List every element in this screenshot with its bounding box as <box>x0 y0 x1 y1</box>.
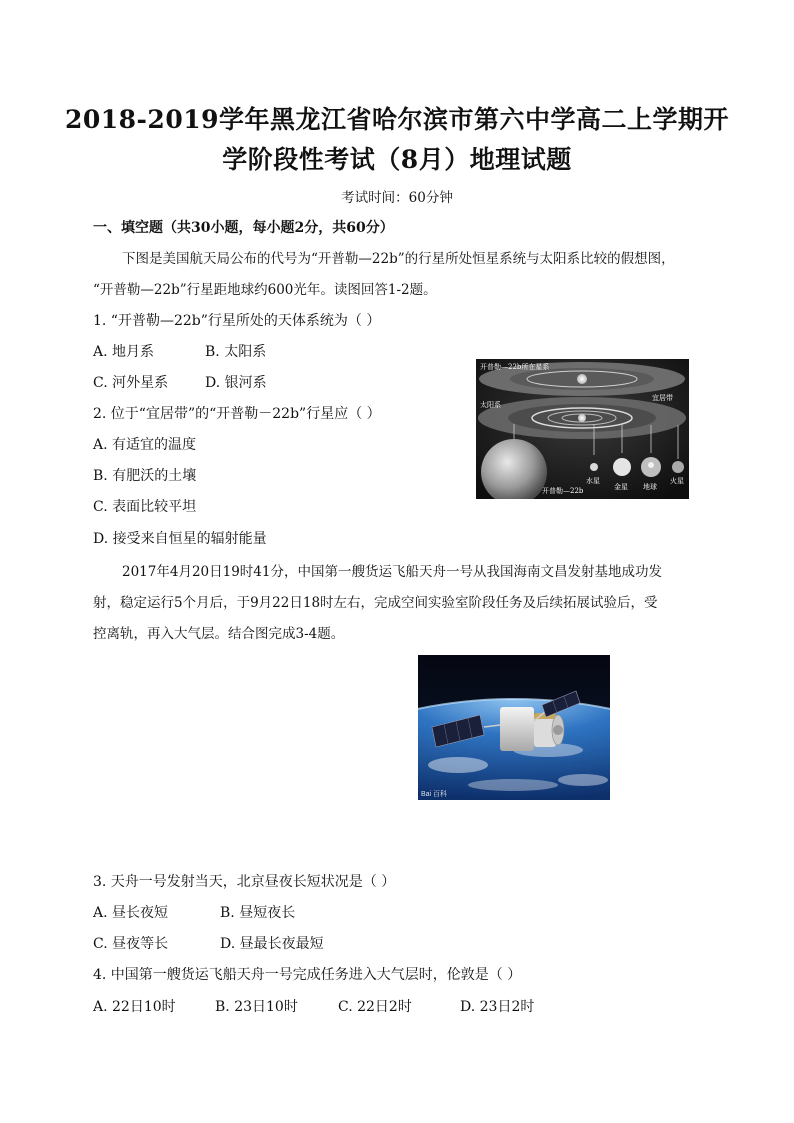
q2-option-c: C. 表面比较平坦 <box>93 499 197 515</box>
q3-option-c: C. 昼夜等长 <box>93 936 169 952</box>
exam-time: 考试时间：60分钟 <box>341 190 453 206</box>
title-line-1: 2018-2019学年黑龙江省哈尔滨市第六中学高二上学期开 <box>64 105 730 134</box>
baike-watermark: Bai 百科 <box>421 791 448 798</box>
passage1-line1: 下图是美国航天局公布的代号为“开普勒—22b”的行星所处恒星系统与太阳系比较的假想图， <box>122 251 675 267</box>
q4-option-d: D. 23日2时 <box>460 999 535 1015</box>
label-mercury: 水星 <box>586 477 600 485</box>
q4-option-b: B. 23日10时 <box>215 999 298 1015</box>
label-earth: 地球 <box>643 483 657 491</box>
tianzhou-spacecraft-photo <box>418 655 610 800</box>
label-kepler-system: 开普勒—22b所在星系 <box>480 363 550 371</box>
q1-stem: 1. “开普勒—22b”行星所处的天体系统为（ ） <box>93 313 381 329</box>
q2-option-a: A. 有适宜的温度 <box>93 437 197 453</box>
q3-option-a: A. 昼长夜短 <box>93 905 169 921</box>
passage2-line3: 控离轨，再入大气层。结合图完成3-4题。 <box>93 626 345 642</box>
q3-stem: 3. 天舟一号发射当天，北京昼夜长短状况是（ ） <box>93 874 396 890</box>
mercury-icon <box>590 463 598 471</box>
kepler-diagram <box>476 359 689 499</box>
q2-stem: 2. 位于“宜居带”的“开普勒－22b”行星应（ ） <box>93 406 381 422</box>
q2-option-d: D. 接受来自恒星的辐射能量 <box>93 531 267 547</box>
q4-stem: 4. 中国第一艘货运飞船天舟一号完成任务进入大气层时，伦敦是（ ） <box>93 967 522 983</box>
mars-icon <box>672 461 684 473</box>
q2-option-b: B. 有肥沃的土壤 <box>93 468 197 484</box>
label-solar-system: 太阳系 <box>480 401 501 409</box>
venus-icon <box>613 458 631 476</box>
label-mars: 火星 <box>670 477 684 485</box>
q3-option-b: B. 昼短夜长 <box>220 905 296 921</box>
q3-option-d: D. 昼最长夜最短 <box>220 936 324 952</box>
label-habitable-zone: 宜居带 <box>652 394 673 402</box>
passage1-line2: “开普勒—22b”行星距地球约600光年。读图回答1-2题。 <box>93 282 437 298</box>
q1-option-b: B. 太阳系 <box>205 344 267 360</box>
q1-option-c: C. 河外星系 <box>93 375 169 391</box>
q1-option-d: D. 银河系 <box>205 375 267 391</box>
q4-option-a: A. 22日10时 <box>93 999 176 1015</box>
passage2-line2: 射，稳定运行5个月后，于9月22日18时左右，完成空间实验室阶段任务及后续拓展试验后，受 <box>93 595 658 611</box>
q4-option-c: C. 22日2时 <box>338 999 412 1015</box>
title-line-2: 学阶段性考试（8月）地理试题 <box>222 145 572 174</box>
section-heading: 一、填空题（共30小题，每小题2分，共60分） <box>93 220 394 236</box>
q1-option-a: A. 地月系 <box>93 344 155 360</box>
label-venus: 金星 <box>614 483 628 491</box>
spacecraft-illustration <box>418 655 610 800</box>
label-kepler-22b: 开普勒—22b <box>542 487 584 495</box>
passage2-line1: 2017年4月20日19时41分，中国第一艘货运飞船天舟一号从我国海南文昌发射基地成功发 <box>122 564 662 580</box>
kepler-comparison-figure <box>476 359 689 499</box>
